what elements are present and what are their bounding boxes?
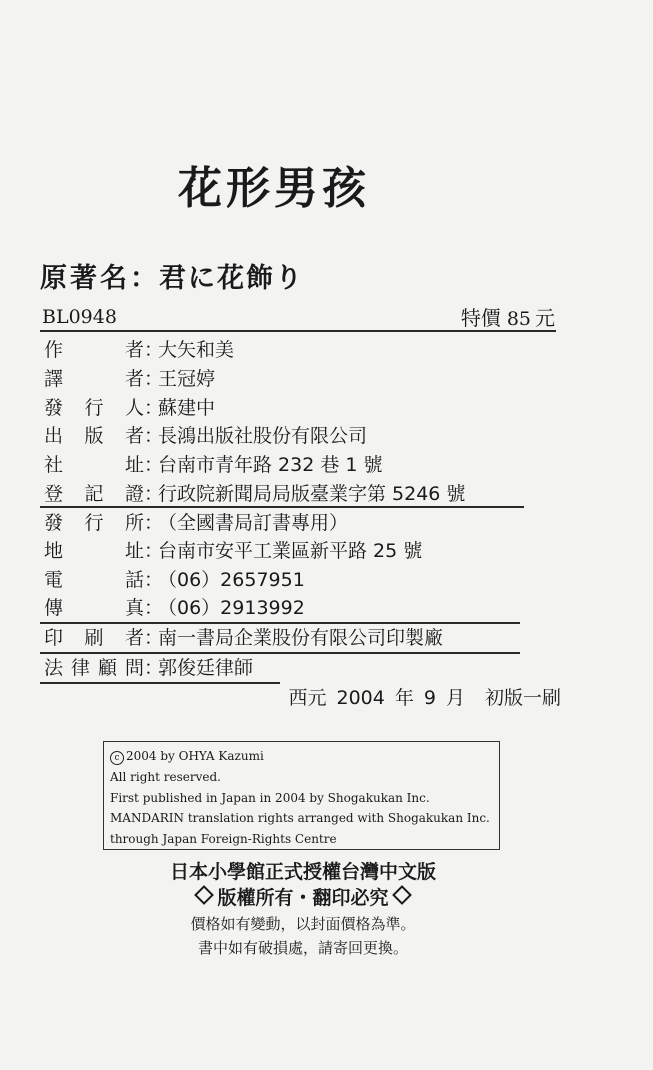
credit-colon: ：	[144, 368, 164, 390]
credit-value: （06）2657951	[158, 569, 305, 591]
credit-label: 作 者	[44, 339, 144, 361]
original-title	[40, 256, 304, 295]
price-unit: 元	[535, 306, 555, 330]
credit-row-translator	[44, 365, 215, 393]
copyright-line: c 2004 by OHYA Kazumi	[110, 746, 499, 767]
credit-label: 發行人	[44, 397, 144, 419]
credit-row-office-address	[44, 451, 383, 479]
credit-colon: ：	[144, 512, 164, 534]
credit-value: 行政院新聞局局版臺業字第 5246 號	[158, 483, 466, 505]
divider-top	[40, 330, 556, 332]
rights-notice-text: 版權所有・翻印必究	[217, 887, 389, 909]
credit-row-publisher	[44, 422, 367, 450]
credit-colon: ：	[144, 425, 164, 447]
credit-value: 郭俊廷律師	[158, 657, 254, 679]
credit-label: 社 址	[44, 454, 144, 476]
credit-label: 傳 真	[44, 597, 144, 619]
credit-row-fax	[44, 594, 305, 622]
divider-bottom	[40, 682, 280, 684]
credit-value: 長鴻出版社股份有限公司	[158, 425, 368, 447]
rights-notice	[0, 883, 606, 910]
credit-row-registration	[44, 480, 465, 508]
copyright-line: All right reserved.	[110, 769, 221, 784]
credit-colon: ：	[144, 597, 164, 619]
credit-label: 地 址	[44, 540, 144, 562]
credit-colon: ：	[144, 627, 164, 649]
copyright-box	[103, 741, 500, 850]
credit-value: 台南市安平工業區新平路 25 號	[158, 540, 423, 562]
credit-row-printer	[44, 624, 443, 652]
copyright-line: through Japan Foreign-Rights Centre	[110, 832, 337, 847]
credit-label: 登記證	[44, 483, 144, 505]
credit-value: （全國書局訂書專用）	[158, 512, 349, 534]
edition-printing: 初版一刷	[484, 687, 561, 709]
credit-row-address	[44, 537, 422, 565]
credit-colon: ：	[144, 540, 164, 562]
copyright-line: MANDARIN translation rights arranged with Shogakukan Inc.	[110, 811, 490, 826]
credit-row-issuer	[44, 394, 215, 422]
credit-colon: ：	[144, 397, 164, 419]
edition-month-unit: 月	[445, 687, 465, 709]
credit-colon: ：	[144, 569, 164, 591]
edition-year: 2004	[336, 687, 385, 709]
authorization-statement: 日本小學館正式授權台灣中文版	[169, 861, 436, 883]
book-title: 花形男孩	[178, 163, 370, 214]
edition-month: 9	[423, 687, 436, 709]
credit-value: 蘇建中	[158, 397, 216, 419]
original-title-colon: ：	[130, 263, 159, 294]
credit-row-author	[44, 336, 234, 364]
credit-value: 南一書局企業股份有限公司印製廠	[158, 627, 444, 649]
credit-label: 譯 者	[44, 368, 144, 390]
edition-date	[288, 683, 561, 710]
price-amount: 85	[506, 308, 531, 330]
divider-registration	[40, 506, 524, 508]
credit-colon: ：	[144, 483, 164, 505]
credit-value: 台南市青年路 232 巷 1 號	[158, 454, 383, 476]
credit-label: 電 話	[44, 569, 144, 591]
credit-row-phone	[44, 566, 305, 594]
credit-value: 大矢和美	[158, 339, 235, 361]
diamond-left-icon	[195, 885, 215, 905]
price-change-notice: 價格如有變動，以封面價格為準。	[190, 915, 416, 933]
credit-value: 王冠婷	[158, 368, 216, 390]
copyright-line: First published in Japan in 2004 by Shogakukan Inc.	[110, 790, 430, 805]
price	[461, 302, 555, 331]
credit-row-distributor	[44, 509, 348, 537]
diamond-right-icon	[392, 885, 412, 905]
credit-label: 印刷者	[44, 627, 144, 649]
credit-label: 出版者	[44, 425, 144, 447]
credit-row-legal-advisor	[44, 654, 253, 682]
credit-colon: ：	[144, 339, 164, 361]
edition-year-unit: 年	[394, 687, 414, 709]
credit-colon: ：	[144, 454, 164, 476]
original-title-label: 原著名	[40, 263, 130, 294]
damage-return-notice: 書中如有破損處，請寄回更換。	[197, 939, 408, 957]
price-label: 特價	[460, 306, 501, 330]
book-code: BL0948	[42, 306, 117, 328]
edition-era: 西元	[288, 687, 327, 709]
credit-value: （06）2913992	[158, 597, 305, 619]
credit-colon: ：	[144, 657, 164, 679]
copyright-icon: c	[110, 751, 124, 765]
original-title-value: 君に花飾り	[159, 263, 304, 294]
credit-label: 法律顧問	[44, 657, 144, 679]
credit-label: 發行所	[44, 512, 144, 534]
